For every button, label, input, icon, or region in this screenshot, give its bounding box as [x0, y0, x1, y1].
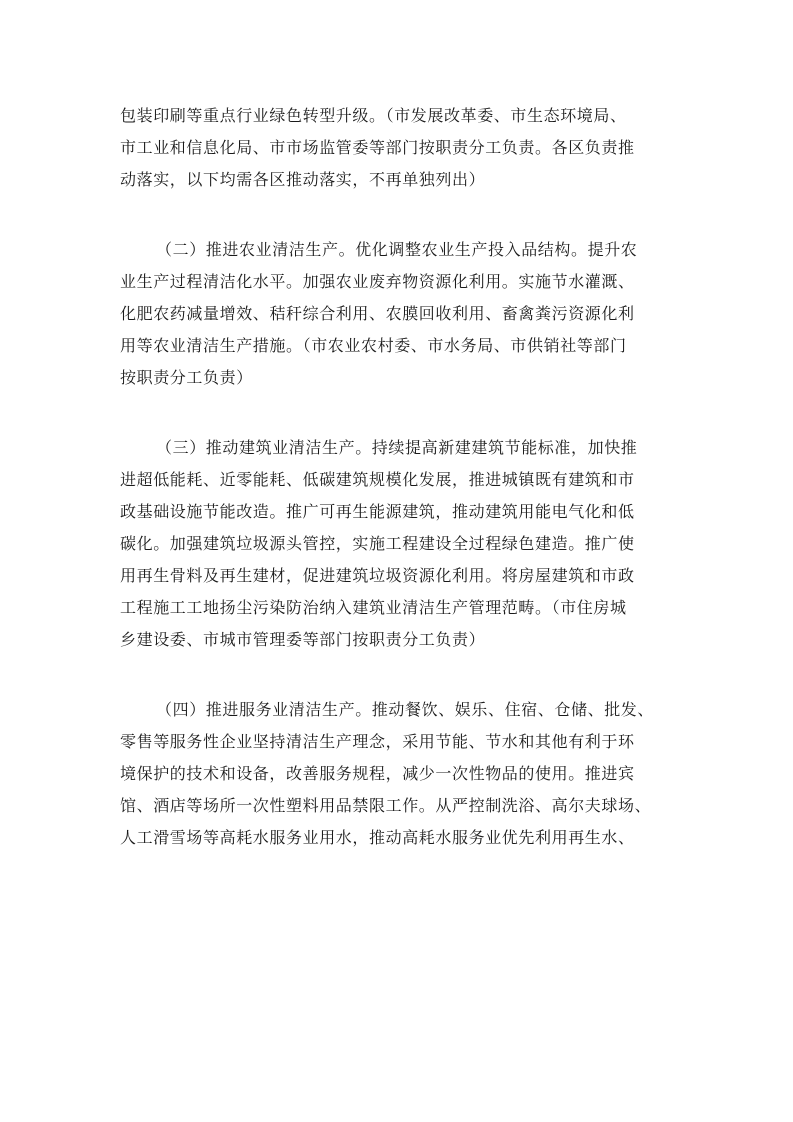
- text-line: 零售等服务性企业坚持清洁生产理念，采用节能、节水和其他有利于环: [120, 732, 635, 751]
- text-line: 用再生骨料及再生建材，促进建筑垃圾资源化利用。将房屋建筑和市政: [120, 566, 635, 585]
- text-line: （二）推进农业清洁生产。优化调整农业生产投入品结构。提升农: [156, 240, 638, 259]
- paragraph-services: [120, 694, 680, 854]
- text-line: 包装印刷等重点行业绿色转型升级。（市发展改革委、市生态环境局、: [120, 106, 627, 125]
- paragraph-gap: [120, 656, 680, 694]
- text-line: 按职责分工负责）: [120, 368, 253, 387]
- paragraph-gap: [120, 196, 680, 234]
- text-line: 化肥农药减量增效、秸秆综合利用、农膜回收利用、畜禽粪污资源化利: [120, 304, 635, 323]
- paragraph-gap: [120, 394, 680, 432]
- text-line: 动落实，以下均需各区推动落实，不再单独列出）: [120, 170, 486, 189]
- text-line: 馆、酒店等场所一次性塑料用品禁限工作。从严控制洗浴、高尔夫球场、: [120, 796, 652, 815]
- text-line: 政基础设施节能改造。推广可再生能源建筑，推动建筑用能电气化和低: [120, 502, 635, 521]
- text-line: 进超低能耗、近零能耗、低碳建筑规模化发展，推进城镇既有建筑和市: [120, 470, 635, 489]
- document-body: [120, 100, 680, 854]
- text-line: 碳化。加强建筑垃圾源头管控，实施工程建设全过程绿色建造。推广使: [120, 534, 635, 553]
- text-line: 境保护的技术和设备，改善服务规程，减少一次性物品的使用。推进宾: [120, 764, 635, 783]
- text-line: 人工滑雪场等高耗水服务业用水，推动高耗水服务业优先利用再生水、: [120, 828, 635, 847]
- text-line: （四）推进服务业清洁生产。推动餐饮、娱乐、住宿、仓储、批发、: [156, 700, 655, 719]
- text-line: 用等农业清洁生产措施。（市农业农村委、市水务局、市供销社等部门: [120, 336, 627, 355]
- paragraph-agriculture: [120, 234, 680, 394]
- paragraph-continuation: [120, 100, 680, 196]
- paragraph-construction: [120, 432, 680, 656]
- text-line: 业生产过程清洁化水平。加强农业废弃物资源化利用。实施节水灌溉、: [120, 272, 635, 291]
- text-line: 工程施工工地扬尘污染防治纳入建筑业清洁生产管理范畴。（市住房城: [120, 598, 627, 617]
- text-line: （三）推动建筑业清洁生产。持续提高新建建筑节能标准，加快推: [156, 438, 638, 457]
- text-line: 市工业和信息化局、市市场监管委等部门按职责分工负责。各区负责推: [120, 138, 635, 157]
- text-line: 乡建设委、市城市管理委等部门按职责分工负责）: [120, 630, 486, 649]
